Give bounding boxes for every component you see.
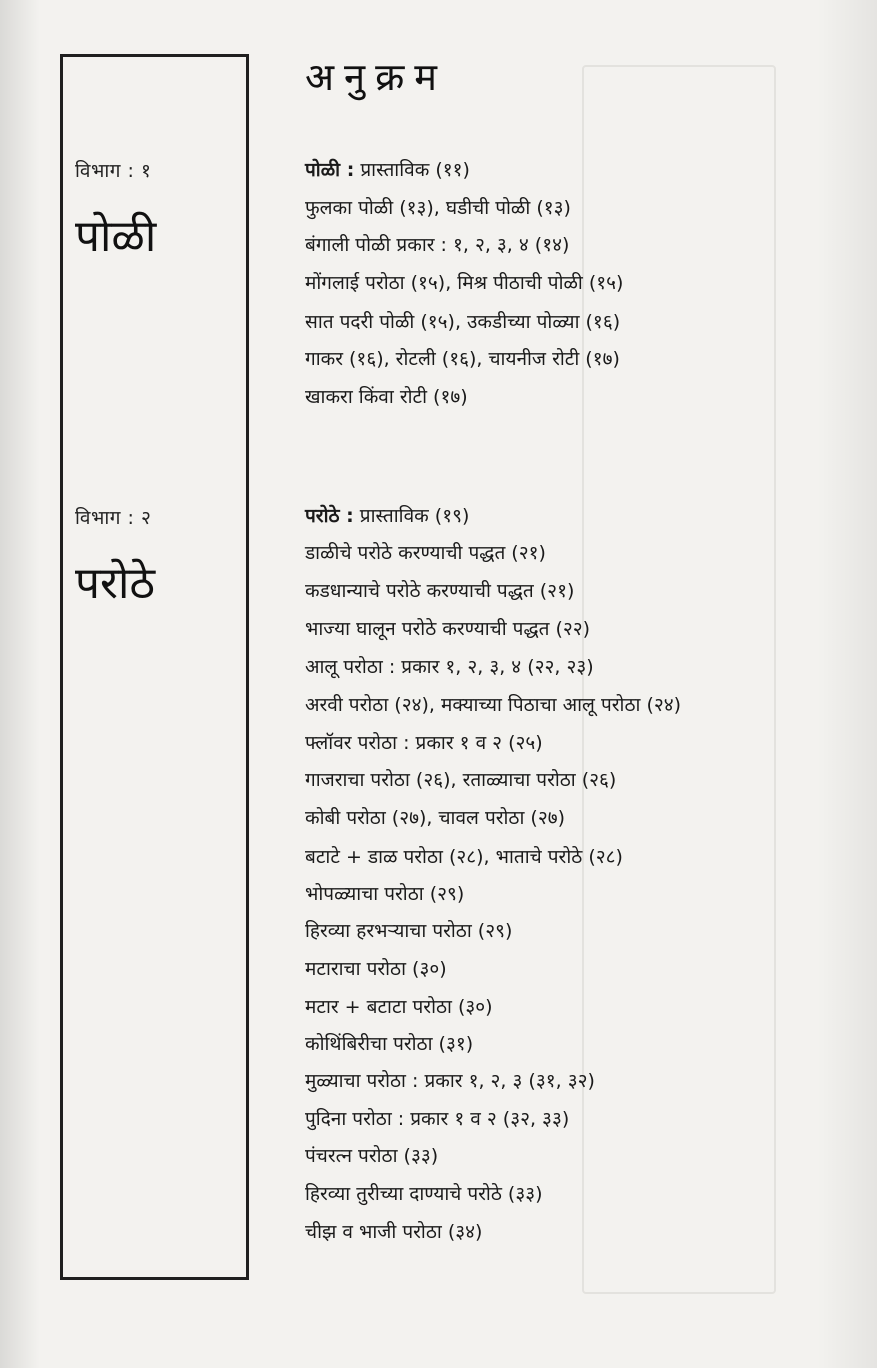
toc-entry [305, 1031, 473, 1057]
entry-text: प्रास्ताविक (११) [354, 159, 470, 181]
toc-entry [305, 503, 469, 529]
entry-text: फ्लॉवर परोठा : प्रकार १ व २ (२५) [305, 732, 543, 754]
entry-lead: परोठे : [305, 505, 354, 527]
toc-entry [305, 730, 543, 756]
entry-text: खाकरा किंवा रोटी (१७) [305, 386, 468, 408]
toc-entry [305, 918, 512, 944]
entry-text: डाळीचे परोठे करण्याची पद्धत (२१) [305, 542, 546, 564]
toc-entry [305, 346, 620, 372]
entry-text: चीझ व भाजी परोठा (३४) [305, 1221, 483, 1243]
toc-entry [305, 805, 565, 831]
section-sidebar-box [60, 54, 249, 1280]
toc-entry [305, 1219, 482, 1245]
section-2-label: विभाग : २ [75, 507, 152, 529]
page-title: अनुक्रम [305, 55, 448, 99]
section-1-label: विभाग : १ [75, 160, 152, 182]
toc-entry [305, 384, 468, 410]
toc-entry [305, 540, 546, 566]
entry-text: आलू परोठा : प्रकार १, २, ३, ४ (२२, २३) [305, 656, 594, 678]
section-2-title: परोठे [75, 558, 155, 609]
toc-entry [305, 1143, 438, 1169]
toc-entry [305, 270, 623, 296]
entry-text: भाज्या घालून परोठे करण्याची पद्धत (२२) [305, 618, 591, 640]
entry-lead: पोळी : [305, 159, 355, 181]
entry-text: प्रास्ताविक (१९) [353, 505, 470, 527]
entry-text: मोंगलाई परोठा (१५), मिश्र पीठाची पोळी (१५) [305, 272, 624, 294]
toc-entry [305, 654, 594, 680]
entry-text: भोपळ्याचा परोठा (२९) [305, 883, 465, 905]
toc-entry [305, 1106, 569, 1132]
toc-entry [305, 881, 464, 907]
entry-text: हिरव्या हरभऱ्याचा परोठा (२९) [305, 920, 513, 942]
toc-entry [305, 692, 681, 718]
section-1-title: पोळी [75, 211, 157, 262]
entry-text: गाजराचा परोठा (२६), रताळ्याचा परोठा (२६) [305, 769, 617, 791]
entry-text: मटाराचा परोठा (३०) [305, 958, 447, 980]
toc-entry [305, 767, 616, 793]
entry-text: कोथिंबिरीचा परोठा (३१) [305, 1033, 474, 1055]
toc-entry [305, 195, 571, 221]
toc-entry [305, 578, 574, 604]
entry-text: पुदिना परोठा : प्रकार १ व २ (३२, ३३) [305, 1108, 570, 1130]
entry-text: अरवी परोठा (२४), मक्याच्या पिठाचा आलू परोठा (२४) [305, 694, 682, 716]
entry-text: हिरव्या तुरीच्या दाण्याचे परोठे (३३) [305, 1183, 543, 1205]
entry-text: सात पदरी पोळी (१५), उकडीच्या पोळ्या (१६) [305, 311, 621, 333]
toc-entry [305, 844, 623, 870]
entry-text: फुलका पोळी (१३), घडीची पोळी (१३) [305, 197, 571, 219]
toc-entry [305, 1068, 595, 1094]
toc-entry [305, 232, 569, 258]
entry-text: कडधान्याचे परोठे करण्याची पद्धत (२१) [305, 580, 575, 602]
toc-entry [305, 616, 590, 642]
toc-entry [305, 309, 620, 335]
entry-text: मुळ्याचा परोठा : प्रकार १, २, ३ (३१, ३२) [305, 1070, 595, 1092]
toc-entry [305, 994, 493, 1020]
toc-entry [305, 956, 447, 982]
entry-text: बंगाली पोळी प्रकार : १, २, ३, ४ (१४) [305, 234, 570, 256]
entry-text: मटार + बटाटा परोठा (३०) [305, 996, 493, 1018]
entry-text: बटाटे + डाळ परोठा (२८), भाताचे परोठे (२८) [305, 846, 623, 868]
entry-text: पंचरत्न परोठा (३३) [305, 1145, 439, 1167]
toc-entry [305, 1181, 543, 1207]
bleed-through-frame [582, 65, 776, 1294]
toc-entry [305, 157, 470, 183]
entry-text: गाकर (१६), रोटली (१६), चायनीज रोटी (१७) [305, 348, 620, 370]
entry-text: कोबी परोठा (२७), चावल परोठा (२७) [305, 807, 566, 829]
